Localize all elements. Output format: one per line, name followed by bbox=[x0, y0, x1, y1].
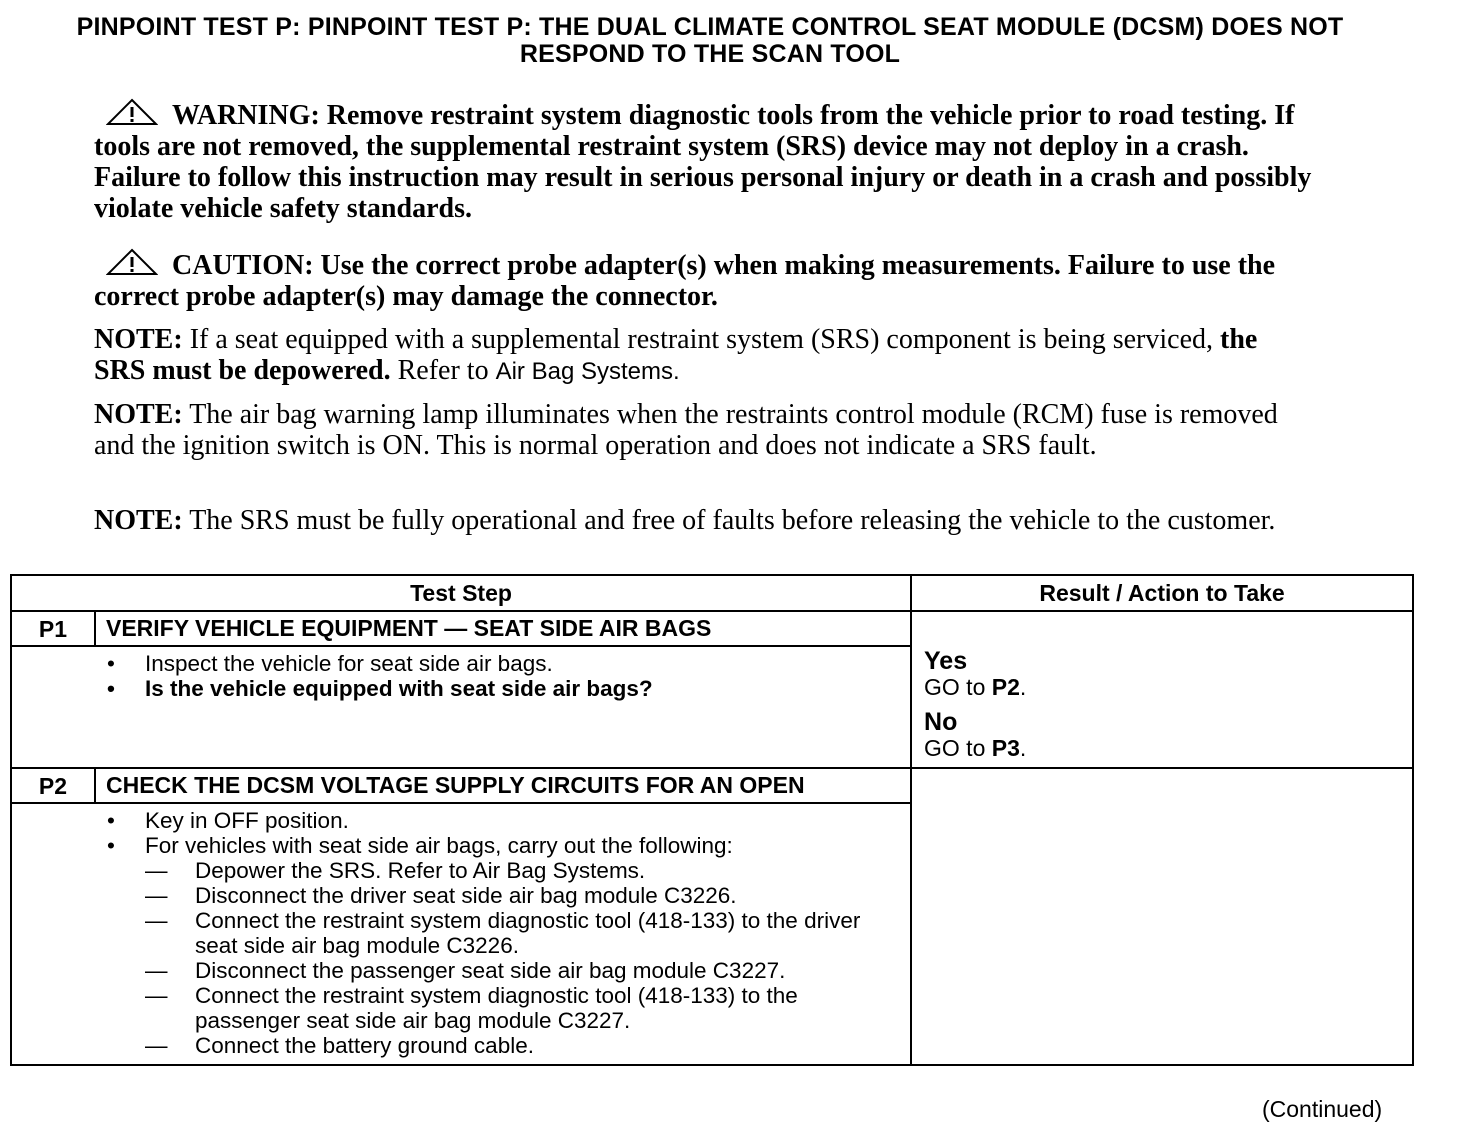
table-row bbox=[11, 611, 1413, 646]
air-bag-systems-link[interactable]: Air Bag Systems. bbox=[495, 358, 680, 385]
table-header-row bbox=[11, 575, 1413, 611]
result-p1 bbox=[911, 611, 1413, 768]
result-yes-label: Yes bbox=[924, 647, 968, 675]
list-item: • Inspect the vehicle for seat side air bags. bbox=[105, 651, 900, 676]
table-row bbox=[11, 768, 1413, 803]
note-3: NOTE: The SRS must be fully operational and free of faults before releasing the vehicle to the customer. bbox=[94, 505, 1276, 536]
sub-list-item: — Disconnect the passenger seat side air bag module C3227. bbox=[145, 958, 900, 983]
warning-block bbox=[94, 98, 1314, 224]
step-id-p2: P2 bbox=[11, 768, 95, 803]
step-id-p1: P1 bbox=[11, 611, 95, 646]
warning-text: WARNING: Remove restraint system diagnostic tools from the vehicle prior to road testing. If tools are not removed, the supplemental restraint system (SRS) device may not deploy in a crash. Failure to follow this instruction may result in serious personal injury or death in a crash and possibly violate vehicle safety standards. bbox=[94, 100, 1312, 224]
list-item: • Key in OFF position. bbox=[105, 808, 900, 833]
list-item: • Is the vehicle equipped with seat side air bags? bbox=[105, 676, 900, 701]
sub-list-item: — Connect the battery ground cable. bbox=[145, 1033, 900, 1058]
sub-list-item: — Disconnect the driver seat side air bag module C3226. bbox=[145, 883, 900, 908]
caution-block bbox=[94, 248, 1314, 312]
header-result: Result / Action to Take bbox=[911, 575, 1413, 611]
header-test-step: Test Step bbox=[11, 575, 911, 611]
note-label: NOTE: bbox=[94, 505, 183, 536]
step-title-p2: CHECK THE DCSM VOLTAGE SUPPLY CIRCUITS FOR AN OPEN bbox=[95, 768, 911, 803]
note-2: NOTE: The air bag warning lamp illuminates when the restraints control module (RCM) fuse is removed and the ignition switch is ON. This is normal operation and does not indicate a SRS fault. bbox=[94, 399, 1278, 461]
warning-icon bbox=[106, 98, 158, 126]
sub-list-item: — Connect the restraint system diagnostic tool (418-133) to the passenger seat side air bag module C3227. bbox=[145, 983, 900, 1033]
continued-label: (Continued) bbox=[1262, 1096, 1383, 1122]
result-p2 bbox=[911, 768, 1413, 1065]
step-body-p2 bbox=[95, 803, 911, 1065]
step-title-p1: VERIFY VEHICLE EQUIPMENT — SEAT SIDE AIR BAGS bbox=[95, 611, 911, 646]
result-no-action[interactable]: GO to P3. bbox=[924, 735, 1027, 761]
result-yes-action[interactable]: GO to P2. bbox=[924, 674, 1027, 700]
list-item: • For vehicles with seat side air bags, carry out the following: — Depower the SRS. Refer to Air Bag Systems. — Disconnect the driver seat side air bag module C3226. — Connect the restraint system diagnostic tool (418-133) to the driver seat side air bag module C3226. — Disconnect the passenger seat side air bag module C3227. — Connect the restraint system diagnostic tool (418-133) to the passenger seat side air bag module C3227. — Connect the battery ground cable. bbox=[105, 833, 900, 1058]
pinpoint-test-table bbox=[10, 574, 1414, 1066]
page-title: PINPOINT TEST P: PINPOINT TEST P: THE DUAL CLIMATE CONTROL SEAT MODULE (DCSM) DOES NOT RESPOND TO THE SCAN TOOL bbox=[76, 13, 1344, 68]
sub-list-item: — Depower the SRS. Refer to Air Bag Systems. bbox=[145, 858, 900, 883]
note-label: NOTE: bbox=[94, 324, 183, 355]
result-no-label: No bbox=[924, 708, 958, 736]
sub-list-item: — Connect the restraint system diagnostic tool (418-133) to the driver seat side air bag module C3226. bbox=[145, 908, 900, 958]
note-label: NOTE: bbox=[94, 399, 183, 430]
caution-text: CAUTION: Use the correct probe adapter(s) when making measurements. Failure to use the correct probe adapter(s) may damage the connector. bbox=[94, 250, 1276, 312]
step-body-p1 bbox=[95, 646, 911, 768]
note-1: NOTE: If a seat equipped with a supplemental restraint system (SRS) component is being serviced, the SRS must be depowered. Refer to Air Bag Systems. bbox=[94, 324, 1258, 386]
caution-icon bbox=[106, 248, 158, 276]
